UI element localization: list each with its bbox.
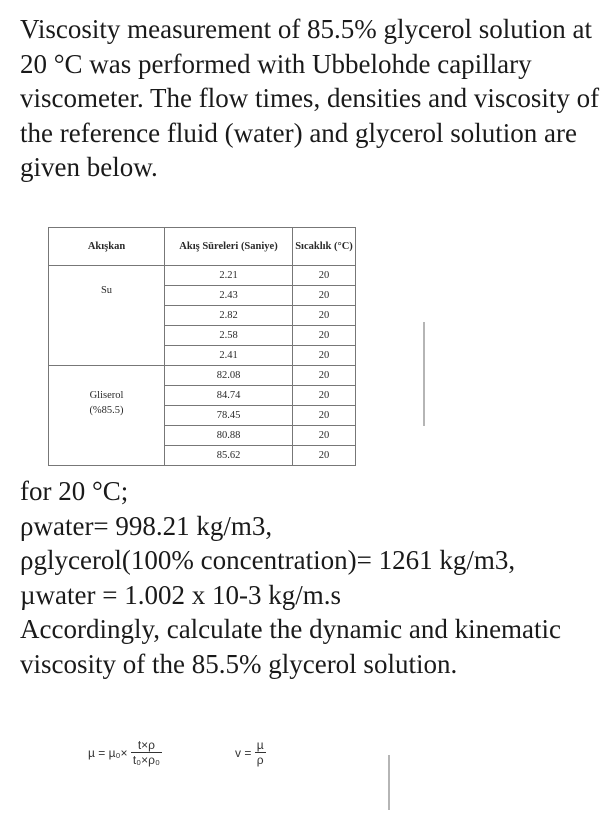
header-fluid: Akışkan [49, 228, 165, 266]
formula-nu-numerator: µ [256, 738, 264, 752]
flow-time-cell: 2.41 [165, 346, 293, 366]
fluid-name: Su [100, 285, 113, 296]
flow-time-cell: 78.45 [165, 406, 293, 426]
formula-mu-lhs: µ = µ₀× [88, 745, 128, 760]
temp-cell: 20 [293, 266, 356, 286]
flow-time-cell: 2.82 [165, 306, 293, 326]
formula-mu-numerator: t×ρ [131, 738, 162, 753]
temp-cell: 20 [293, 306, 356, 326]
kinematic-viscosity-formula [235, 738, 266, 767]
temp-cell: 20 [293, 326, 356, 346]
header-temperature: Sıcaklık (°C) [293, 228, 356, 266]
temp-cell: 20 [293, 406, 356, 426]
flow-time-cell: 2.21 [165, 266, 293, 286]
problem-intro-text: Viscosity measurement of 85.5% glycerol solution at 20 °C was performed with Ubbelohde capillary viscometer. The flow times, densities and viscosity of the reference fluid (water) and glycerol solution are given below. [20, 14, 600, 182]
formula-nu-lhs: v = [235, 745, 252, 760]
table-header-row [49, 228, 356, 266]
temp-cell: 20 [293, 346, 356, 366]
temp-cell: 20 [293, 446, 356, 466]
flow-time-cell: 85.62 [165, 446, 293, 466]
flow-time-cell: 84.74 [165, 386, 293, 406]
vertical-rule-right [423, 322, 425, 426]
table-row [49, 266, 356, 286]
fluid-note: (%85.5) [89, 405, 124, 416]
header-flow-time: Akış Süreleri (Saniye) [165, 228, 293, 266]
fluid-cell-glycerol [49, 366, 165, 466]
fluid-cell-water [49, 266, 165, 366]
given-mu-water: µwater = 1.002 x 10-3 kg/m.s [20, 579, 341, 610]
given-data-block [20, 474, 600, 681]
temp-cell: 20 [293, 426, 356, 446]
given-rho-glycerol: ρglycerol(100% concentration)= 1261 kg/m3, [20, 545, 516, 575]
table-row [49, 366, 356, 386]
given-temp: for 20 °C; [20, 476, 129, 506]
flow-time-cell: 2.43 [165, 286, 293, 306]
question-text: Accordingly, calculate the dynamic and kinematic viscosity of the 85.5% glycerol solution. [20, 614, 562, 679]
flow-time-cell: 80.88 [165, 426, 293, 446]
vertical-rule-bottom [388, 755, 390, 810]
formula-mu-fraction [131, 738, 162, 767]
flow-time-table [48, 227, 356, 466]
temp-cell: 20 [293, 286, 356, 306]
fluid-name: Gliserol [89, 390, 124, 401]
flow-time-cell: 2.58 [165, 326, 293, 346]
temp-cell: 20 [293, 386, 356, 406]
formula-mu-denominator: t₀×ρ₀ [132, 753, 160, 767]
given-rho-water: ρwater= 998.21 kg/m3, [20, 510, 273, 541]
temp-cell: 20 [293, 366, 356, 386]
formula-nu-fraction [255, 738, 266, 767]
dynamic-viscosity-formula [88, 738, 162, 767]
formula-nu-denominator: ρ [256, 753, 264, 767]
flow-time-cell: 82.08 [165, 366, 293, 386]
